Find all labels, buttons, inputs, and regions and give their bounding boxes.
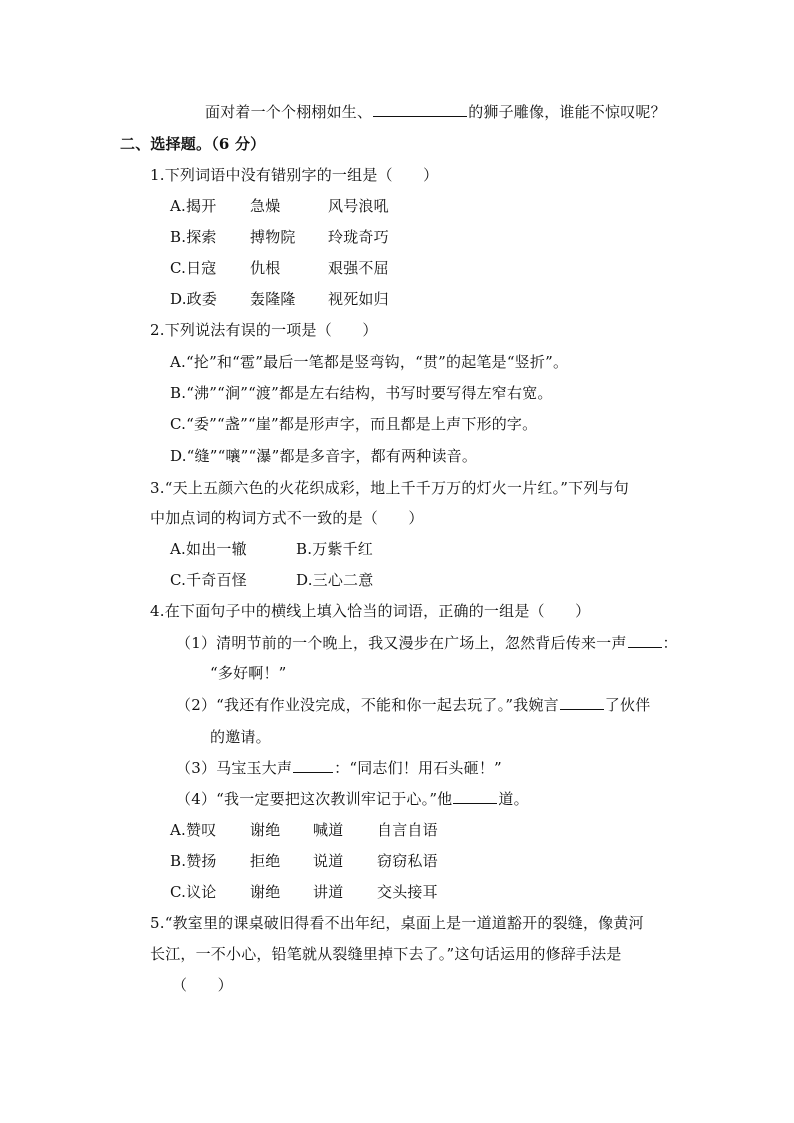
q4-s1-line2: “多好啊！”: [210, 664, 287, 682]
q1-option-d[interactable]: [170, 289, 389, 309]
top-sentence: [205, 102, 666, 122]
q3-options-row1: [170, 539, 373, 559]
q3-options-row2: [170, 570, 373, 590]
q2-option-c[interactable]: C.“委”“盏”“崖”都是形声字，而且都是上声下形的字。: [170, 415, 538, 433]
q4-b-word4: 窃窃私语: [377, 852, 438, 870]
q1-c-word2: 仇根: [250, 259, 281, 277]
q5-line1: 5.“教室里的课桌破旧得看不出年纪，桌面上是一道道豁开的裂缝，像黄河: [150, 914, 644, 932]
q2-option-b[interactable]: B.“沸”“涧”“渡”都是左右结构，书写时要写得左窄右宽。: [170, 384, 553, 402]
q1-option-c[interactable]: [170, 258, 389, 278]
q4-option-b[interactable]: [170, 851, 438, 871]
fill-blank[interactable]: [373, 102, 467, 117]
q1-b-word2: 搏物院: [250, 228, 296, 246]
q2-option-a[interactable]: A.“抡”和“雹”最后一笔都是竖弯钩，“贯”的起笔是“竖折”。: [170, 353, 569, 371]
q4-option-a[interactable]: [170, 820, 438, 840]
q1-d-word3: 视死如归: [328, 290, 389, 308]
q4-stem: 4.在下面句子中的横线上填入恰当的词语，正确的一组是（ ）: [150, 602, 591, 620]
q4-s4-text: （4）“我一定要把这次教训牢记于心。”他: [176, 790, 453, 808]
q1-option-b[interactable]: [170, 227, 389, 247]
q4-b-word3: 说道: [313, 852, 344, 870]
q3-stem-line2: 中加点词的构词方式不一致的是（ ）: [150, 509, 424, 527]
q4-c-word4: 交头接耳: [377, 883, 438, 901]
q4-s1-blank[interactable]: [628, 633, 662, 648]
q4-sentence-3: [176, 758, 502, 778]
q4-s3-text-end: ：“同志们！用石头砸！”: [334, 759, 502, 777]
q1-b-word1: B.探索: [170, 228, 217, 246]
q4-sentence-2: [176, 695, 650, 715]
q4-sentence-1: [176, 633, 678, 653]
q1-a-word3: 风号浪吼: [328, 197, 389, 215]
q3-option-d[interactable]: D.三心二意: [296, 571, 374, 589]
q4-a-word2: 谢绝: [250, 821, 281, 839]
q4-c-word2: 谢绝: [250, 883, 281, 901]
q4-s2-blank[interactable]: [560, 695, 604, 710]
q3-option-a[interactable]: A.如出一辙: [170, 540, 247, 558]
q3-stem-line1: 3.“天上五颜六色的火花织成彩，地上千千万万的灯火一片红。”下列与句: [150, 479, 629, 497]
q4-s4-blank[interactable]: [453, 789, 497, 804]
q4-s1-text: （1）清明节前的一个晚上，我又漫步在广场上，忽然背后传来一声: [176, 634, 627, 652]
q4-s4-text-end: 道。: [498, 790, 529, 808]
q5-line2: 长江，一不小心，铅笔就从裂缝里掉下去了。”这句话运用的修辞手法是: [150, 945, 622, 963]
q4-b-word1: B.赞扬: [170, 852, 217, 870]
q4-s3-blank[interactable]: [293, 758, 333, 773]
q1-c-word1: C.日寇: [170, 259, 217, 277]
q4-option-c[interactable]: [170, 882, 438, 902]
q1-c-word3: 艰强不屈: [328, 259, 389, 277]
q4-a-word4: 自言自语: [377, 821, 438, 839]
q3-option-c[interactable]: C.千奇百怪: [170, 571, 247, 589]
q5-answer-parens[interactable]: （ ）: [172, 976, 233, 994]
q4-a-word3: 喊道: [313, 821, 344, 839]
q4-s2-text-end: 了伙伴: [604, 696, 651, 714]
q1-d-word1: D.政委: [170, 290, 218, 308]
section-2-title: 二、选择题。（6 分）: [120, 135, 266, 153]
q1-d-word2: 轰隆隆: [250, 290, 296, 308]
q4-b-word2: 拒绝: [250, 852, 281, 870]
q2-option-d[interactable]: D.“缝”“嚷”“瀑”都是多音字，都有两种读音。: [170, 447, 478, 465]
q4-a-word1: A.赞叹: [170, 821, 217, 839]
q4-s3-text: （3）马宝玉大声: [176, 759, 293, 777]
top-sentence-after: 的狮子雕像，谁能不惊叹呢？: [468, 103, 666, 121]
q2-stem: 2.下列说法有误的一项是（ ）: [150, 321, 378, 339]
q1-a-word1: A.揭开: [170, 197, 217, 215]
top-sentence-before: 面对着一个个栩栩如生、: [205, 103, 373, 121]
q1-option-a[interactable]: [170, 196, 389, 216]
q4-s1-colon: ：: [662, 634, 678, 652]
q4-s2-text: （2）“我还有作业没完成，不能和你一起去玩了。”我婉言: [176, 696, 559, 714]
q4-c-word3: 讲道: [313, 883, 344, 901]
q1-stem: 1.下列词语中没有错别字的一组是（ ）: [150, 166, 439, 184]
q4-sentence-4: [176, 789, 529, 809]
q1-a-word2: 急燥: [250, 197, 281, 215]
q4-s2-line2: 的邀请。: [210, 728, 271, 746]
q1-b-word3: 玲珑奇巧: [328, 228, 389, 246]
q4-c-word1: C.议论: [170, 883, 217, 901]
q3-option-b[interactable]: B.万紫千红: [296, 540, 373, 558]
